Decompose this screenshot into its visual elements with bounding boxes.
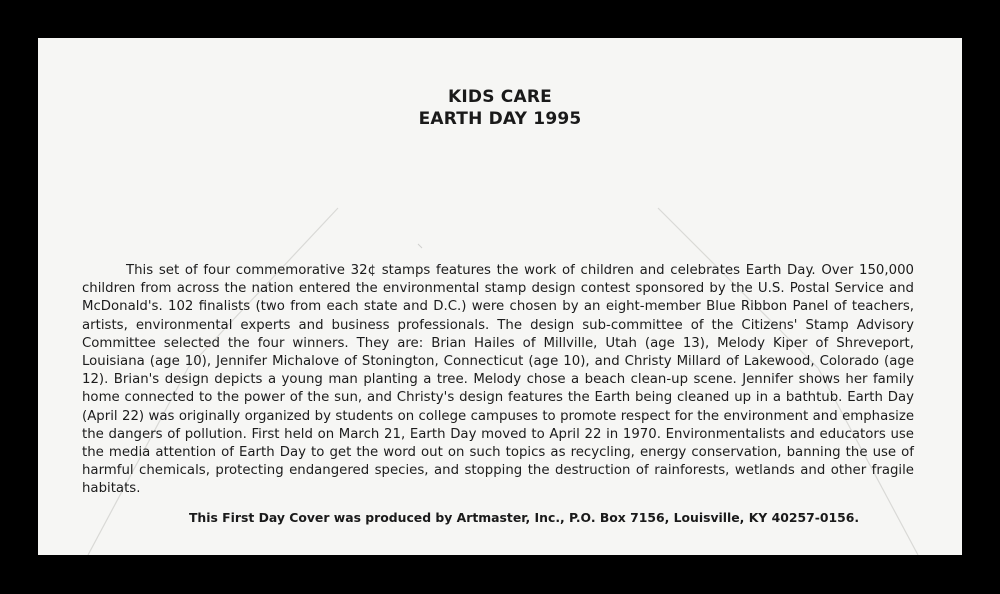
description-paragraph: This set of four commemorative 32¢ stamps features the work of children and celebrates Earth Day. Over 150,000 children from across the nation entered the environmental stamp design contest sponsored by the U.S. Postal Service and McDonald's. 102 finalists (two from each state and D.C.) were chosen by an eight-member Blue Ribbon Panel of teachers, artists, environmental experts and business professionals. The design sub-committee of the Citizens' Stamp Advisory Committee selected the four winners. They are: Brian Hailes of Millville, Utah (age 13), Melody Kiper of Shreveport, Louisiana (age 10), Jennifer Michalove of Stonington, Connecticut (age 10), and Christy Millard of Lakewood, Colorado (age 12). Brian's design depicts a young man planting a tree. Melody chose a beach clean-up scene. Jennifer shows her family home connected to the power of the sun, and Christy's design features the Earth being cleaned up in a bathtub. Earth Day (April 22) was originally organized by students on college campuses to promote respect for the environment and emphasize the dangers of pollution. First held on March 21, Earth Day moved to April 22 in 1970. Environmentalists and educators use the media attention of Earth Day to get the word out on such topics as recycling, energy conservation, banning the use of harmful chemicals, protecting endangered species, and stopping the destruction of rainforests, wetlands and other fragile habitats.	[82, 263, 914, 497]
envelope-back	[38, 38, 962, 555]
header-title: KIDS CARE	[448, 87, 552, 107]
header-subtitle: EARTH DAY 1995	[418, 109, 582, 129]
producer-credit: This First Day Cover was produced by Artmaster, Inc., P.O. Box 7156, Louisville, KY 40257-0156.	[188, 510, 860, 525]
